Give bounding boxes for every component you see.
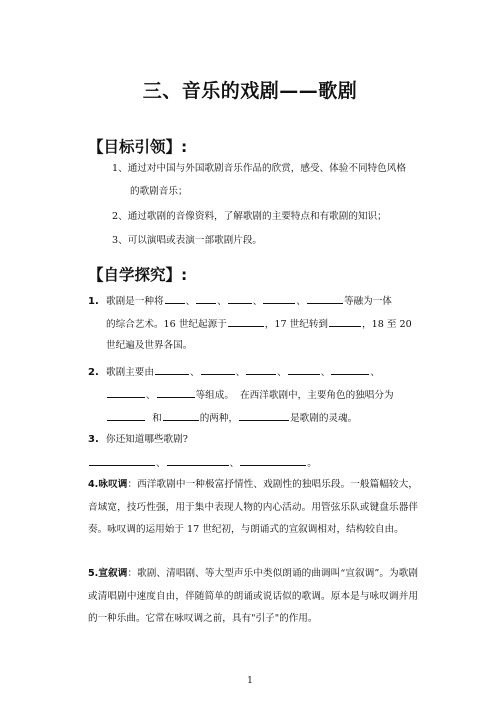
question-2-line-1: 2. 歌剧主要由 、 、 、 、 、 (88, 367, 380, 378)
fill-blank[interactable] (246, 365, 276, 375)
goal-item-1-cont: 的歌剧音乐； (130, 186, 188, 197)
fill-blank[interactable] (155, 365, 189, 375)
goal-item-3: 3、可以演唱或表演一部歌剧片段。 (112, 235, 263, 246)
question-2-number: 2. (88, 367, 99, 378)
fill-blank[interactable] (196, 294, 216, 304)
question-1-line-2: 的综合艺术。16 世纪起源于 ，17 世纪转到 ，18 至 20 (106, 319, 412, 330)
fill-blank[interactable] (331, 365, 369, 375)
aria-note (88, 474, 418, 542)
explore-heading: 【自学探究】: (88, 266, 188, 284)
fill-blank[interactable] (89, 456, 155, 466)
fill-blank[interactable] (167, 456, 229, 466)
page-title: 三、音乐的戏剧——歌剧 (142, 80, 358, 102)
recitative-note (88, 563, 418, 631)
fill-blank[interactable] (329, 317, 361, 327)
fill-blank[interactable] (228, 317, 264, 327)
fill-blank[interactable] (263, 294, 295, 304)
question-1-line-3: 世纪遍及世界各国。 (106, 340, 193, 351)
recitative-label: 5.宣叙调 (88, 568, 128, 579)
fill-blank[interactable] (201, 365, 235, 375)
fill-blank[interactable] (239, 411, 289, 421)
fill-blank[interactable] (228, 294, 252, 304)
fill-blank[interactable] (157, 388, 195, 398)
fill-blank[interactable] (163, 411, 199, 421)
question-3-line-1: 3. 你还知道哪些歌剧? (88, 434, 188, 445)
question-2-line-2: 、 等组成。 在西洋歌剧中，主要角色的独唱分为 (106, 388, 394, 402)
page-number: 1 (247, 676, 253, 686)
question-1-line-1: 1. 歌剧是一种将 、 、 、 、 等融为一体 (88, 296, 392, 307)
goals-heading: 【目标引领】: (88, 138, 188, 156)
goal-item-2: 2、通过歌剧的音像资料，了解歌剧的主要特点和有歌剧的知识； (112, 211, 387, 222)
question-3-line-2: 、 、 。 (88, 456, 317, 470)
fill-blank[interactable] (107, 411, 145, 421)
aria-label: 4.咏叹调 (88, 479, 128, 490)
fill-blank[interactable] (240, 456, 306, 466)
fill-blank[interactable] (288, 365, 320, 375)
fill-blank[interactable] (165, 294, 185, 304)
fill-blank[interactable] (307, 294, 343, 304)
question-3-number: 3. (88, 434, 99, 445)
fill-blank[interactable] (107, 388, 145, 398)
goal-item-1: 1、通过对中国与外国歌剧音乐作品的欣赏，感受、体验不同特色风格 (112, 163, 406, 174)
aria-text: ：西洋歌剧中一种极富抒情性、戏剧性的独唱乐段。一般篇幅较大，音域宽，技巧性强，用于集中表现人物的内心活动。用管弦乐队或键盘乐器伴奏。咏叹调的运用始于 17 世纪初，与朗诵式的宣叙调相对，结构较自由。 (88, 479, 419, 535)
question-2-line-3: 和 的两种， 是歌剧的灵魂。 (106, 411, 357, 425)
question-1-number: 1. (88, 296, 99, 307)
recitative-text: ：歌剧、清唱剧、等大型声乐中类似朗诵的曲调叫“宣叙调”。为歌剧或清唱剧中速度自由，伴随简单的朗诵或说话似的歌调。原本是与咏叹调并用的一种乐曲。它常在咏叹调之前，具有"引子"的作用。 (88, 568, 418, 624)
